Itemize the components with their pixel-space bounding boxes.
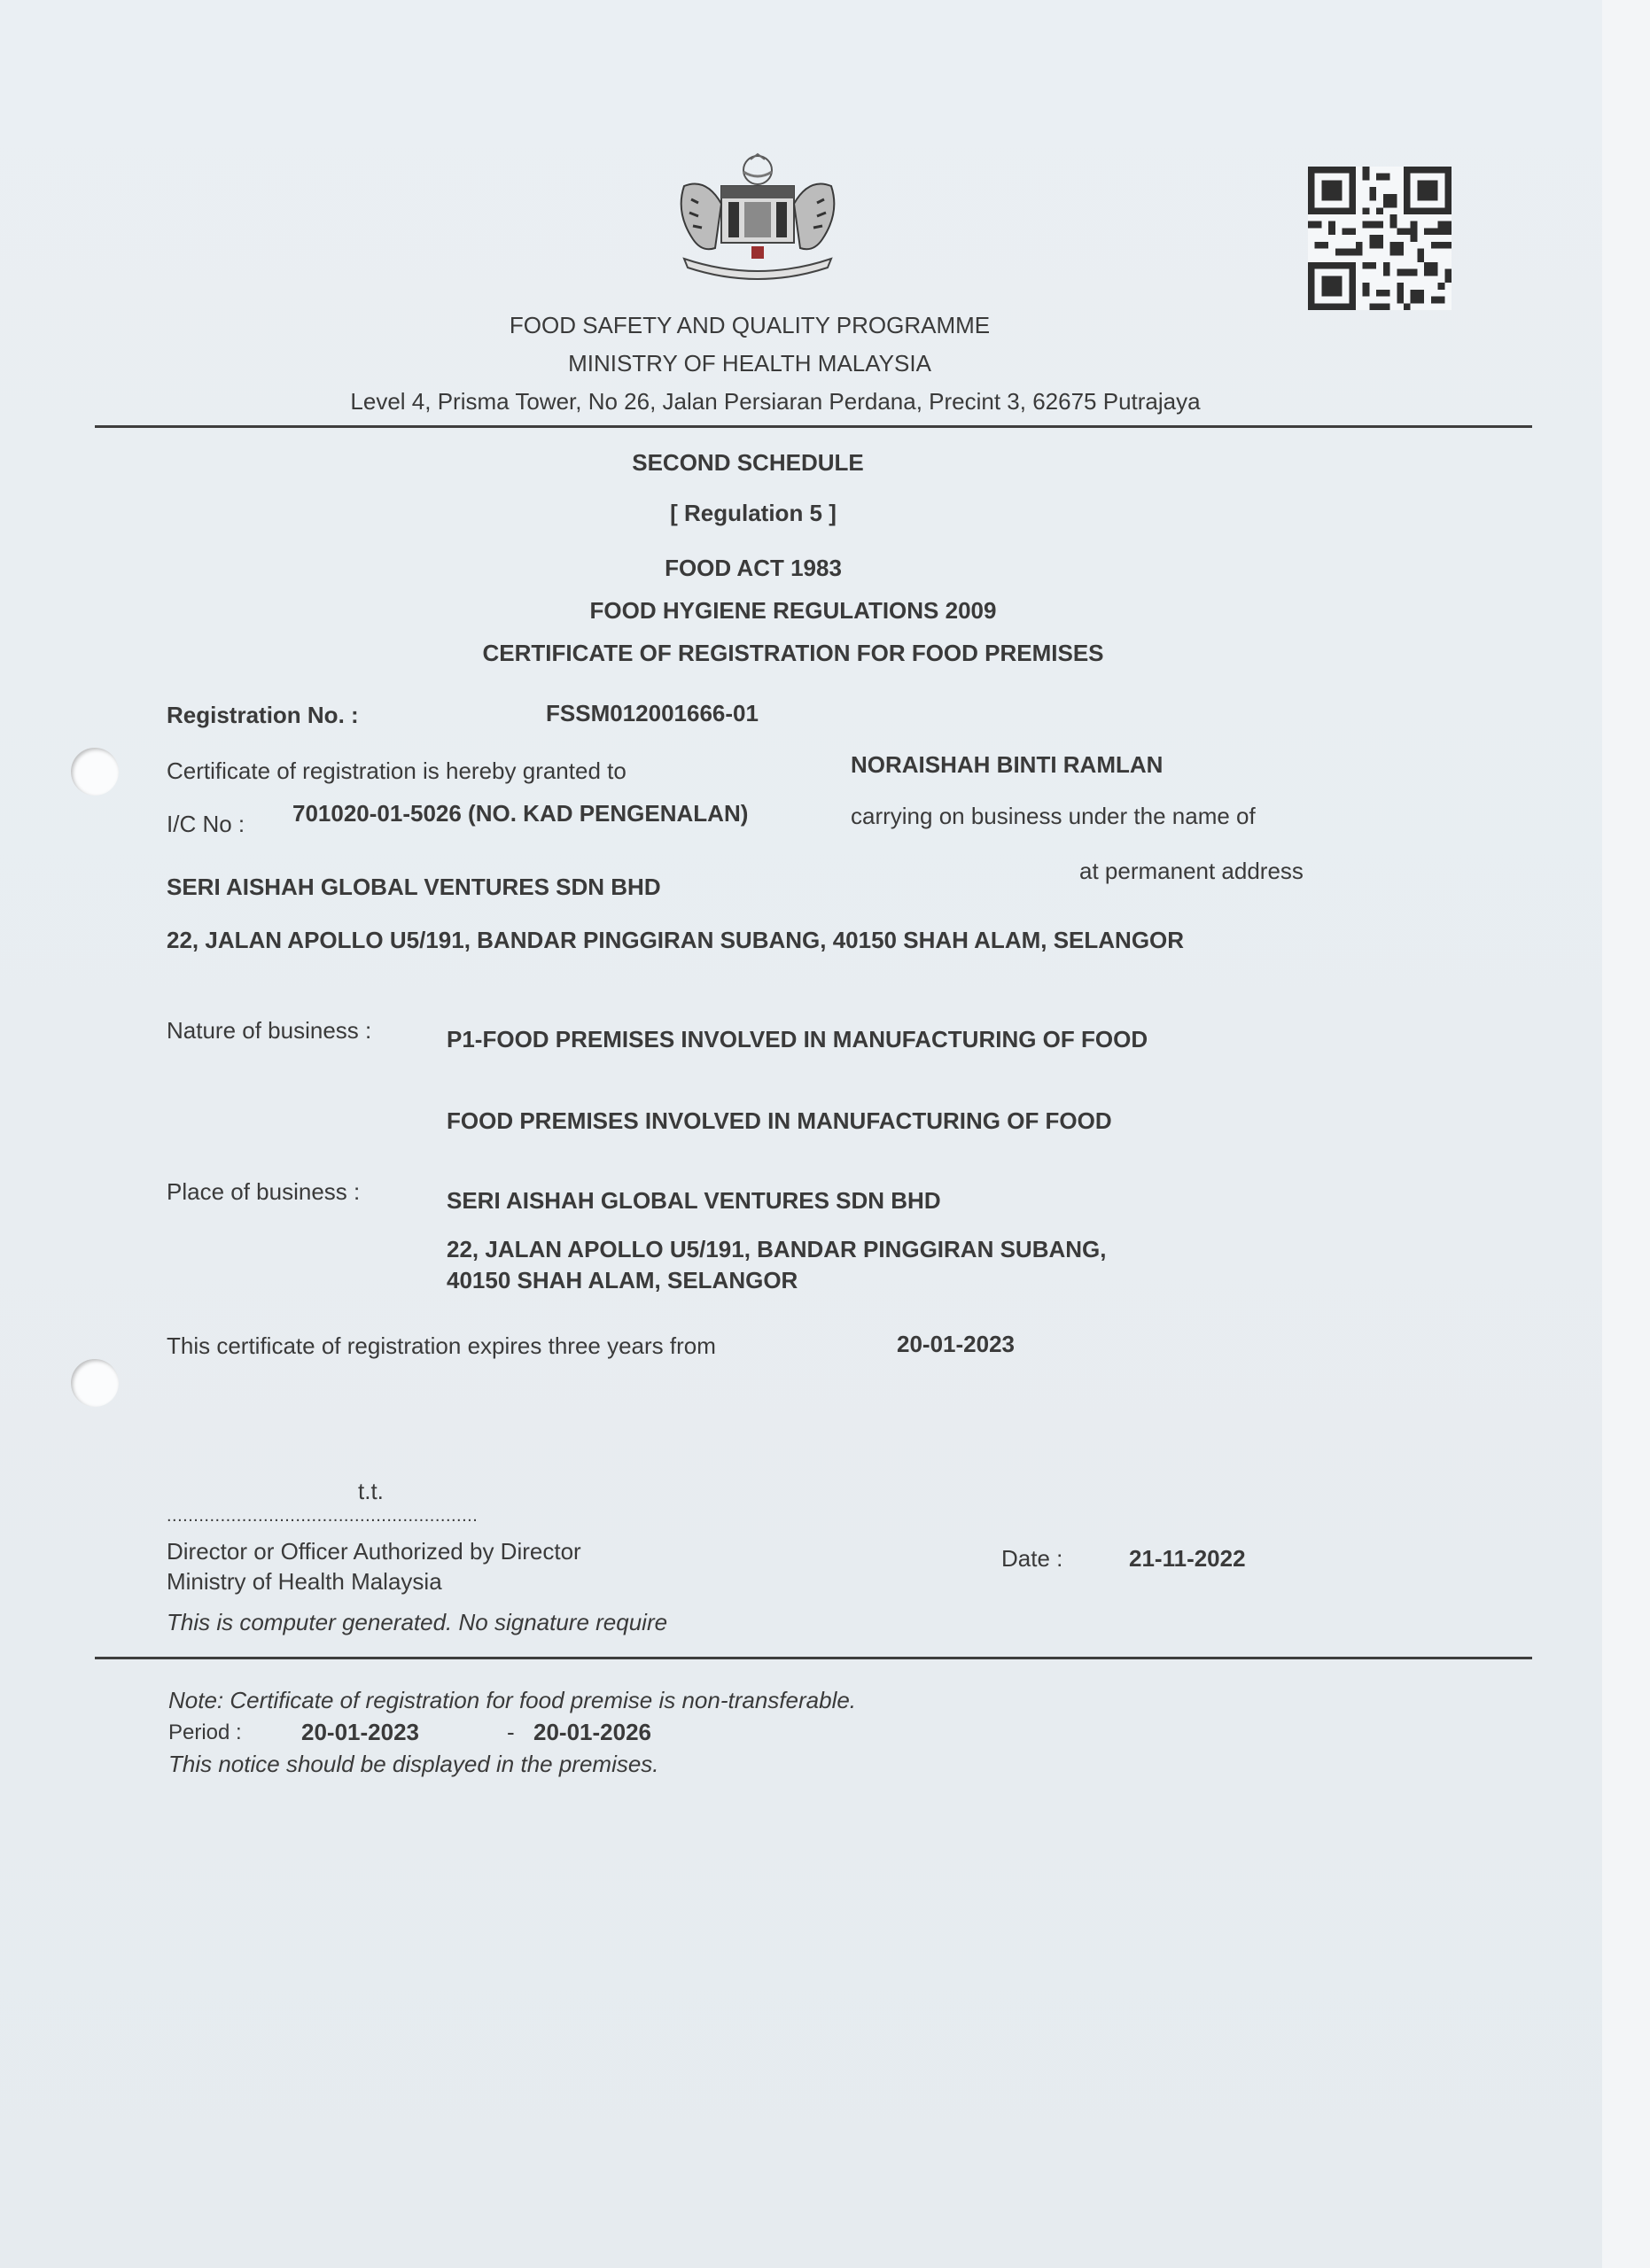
ministry-address: Level 4, Prisma Tower, No 26, Jalan Persiaran Perdana, Precint 3, 62675 Putrajaya <box>350 388 1201 415</box>
regulations-title: FOOD HYGIENE REGULATIONS 2009 <box>589 597 997 624</box>
period-from: 20-01-2023 <box>301 1719 419 1745</box>
computer-generated-note: This is computer generated. No signature require <box>167 1609 668 1635</box>
schedule-title: SECOND SCHEDULE <box>632 449 864 476</box>
registration-no-value: FSSM012001666-01 <box>546 700 759 726</box>
holder-name: NORAISHAH BINTI RAMLAN <box>851 751 1164 778</box>
period-separator: - <box>507 1719 515 1745</box>
nature-line-2: FOOD PREMISES INVOLVED IN MANUFACTURING OF FOOD <box>447 1107 1112 1134</box>
act-title: FOOD ACT 1983 <box>665 555 842 581</box>
nature-line-1: P1-FOOD PREMISES INVOLVED IN MANUFACTURING OF FOOD <box>447 1026 1148 1052</box>
date-label: Date : <box>1001 1545 1063 1572</box>
qr-code-icon <box>1308 167 1452 310</box>
place-name: SERI AISHAH GLOBAL VENTURES SDN BHD <box>447 1187 941 1214</box>
registration-no-label: Registration No. : <box>167 702 359 728</box>
ministry-heading: MINISTRY OF HEALTH MALAYSIA <box>568 350 931 377</box>
expiry-label: This certificate of registration expires three years from <box>167 1332 716 1359</box>
expiry-date: 20-01-2023 <box>897 1331 1015 1357</box>
display-note: This notice should be displayed in the premises. <box>168 1751 659 1777</box>
business-name: SERI AISHAH GLOBAL VENTURES SDN BHD <box>167 874 661 900</box>
period-to: 20-01-2026 <box>533 1719 651 1745</box>
signatory-title: Director or Officer Authorized by Director <box>167 1538 581 1565</box>
header-divider <box>95 425 1532 428</box>
tt-mark: t.t. <box>358 1478 384 1504</box>
punch-hole <box>71 748 119 796</box>
period-label: Period : <box>168 1720 242 1744</box>
ic-label: I/C No : <box>167 811 245 837</box>
place-address-2: 40150 SHAH ALAM, SELANGOR <box>447 1267 798 1293</box>
programme-heading: FOOD SAFETY AND QUALITY PROGRAMME <box>509 312 991 338</box>
nature-label: Nature of business : <box>167 1017 372 1044</box>
certificate-title: CERTIFICATE OF REGISTRATION FOR FOOD PREMISES <box>482 640 1104 666</box>
signature-line: .......................................................... <box>167 1506 479 1526</box>
punch-hole <box>71 1359 119 1407</box>
permanent-address: 22, JALAN APOLLO U5/191, BANDAR PINGGIRAN SUBANG, 40150 SHAH ALAM, SELANGOR <box>167 927 1185 953</box>
place-label: Place of business : <box>167 1178 361 1205</box>
place-address-1: 22, JALAN APOLLO U5/191, BANDAR PINGGIRAN SUBANG, <box>447 1236 1107 1262</box>
paper-edge <box>1602 0 1650 2268</box>
carrying-label: carrying on business under the name of <box>851 803 1256 829</box>
issue-date: 21-11-2022 <box>1129 1545 1246 1572</box>
footer-divider <box>95 1657 1532 1659</box>
granted-label: Certificate of registration is hereby granted to <box>167 757 627 784</box>
permanent-address-label: at permanent address <box>1079 858 1304 884</box>
regulation-ref: [ Regulation 5 ] <box>670 500 837 526</box>
ic-number: 701020-01-5026 (NO. KAD PENGENALAN) <box>292 800 749 827</box>
non-transferable-note: Note: Certificate of registration for food premise is non-transferable. <box>168 1687 857 1713</box>
signatory-org: Ministry of Health Malaysia <box>167 1568 442 1595</box>
malaysia-coat-of-arms-icon <box>666 151 849 284</box>
